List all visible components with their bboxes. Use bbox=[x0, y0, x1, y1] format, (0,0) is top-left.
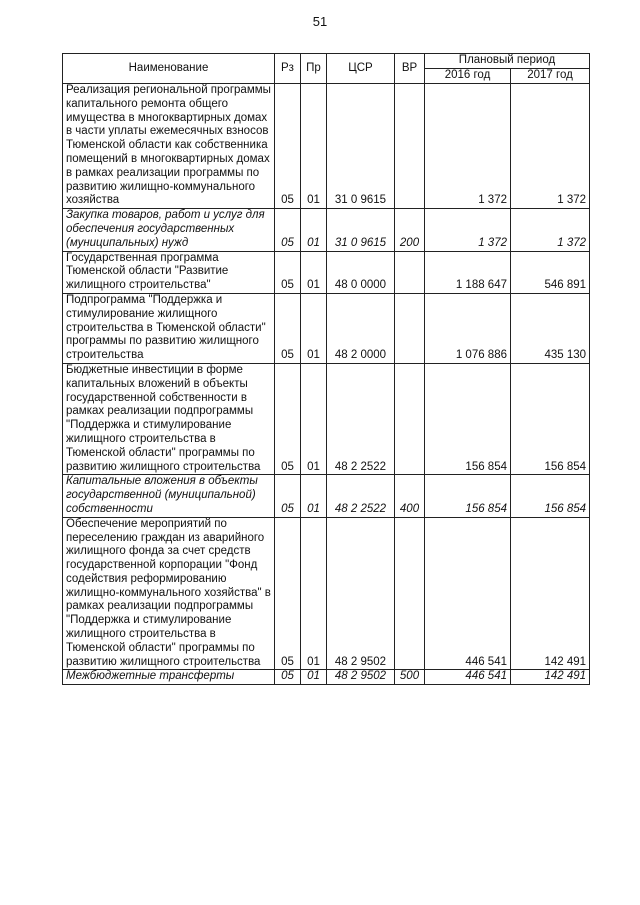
row-amount-2017: 435 130 bbox=[511, 293, 590, 363]
row-amount-2017: 1 372 bbox=[511, 84, 590, 209]
row-amount-2017: 546 891 bbox=[511, 251, 590, 293]
row-amount-2016: 156 854 bbox=[425, 475, 511, 517]
row-vr bbox=[395, 84, 425, 209]
table-row bbox=[63, 670, 590, 685]
row-amount-2016: 446 541 bbox=[425, 517, 511, 670]
header-planned-period: Плановый период bbox=[425, 54, 590, 69]
row-name: Обеспечение мероприятий по переселению граждан из аварийного жилищного фонда за счет средств государственной корпорации "Фонд содействия реформированию жилищно-коммунального хозяйства" в рамках реализации подпрограммы "Поддержка и стимулирование жилищного строительства в Тюменской области" программы по развитию жилищного строительства bbox=[63, 517, 275, 670]
row-rz: 05 bbox=[275, 251, 301, 293]
row-amount-2017: 156 854 bbox=[511, 475, 590, 517]
row-csr: 48 2 9502 bbox=[327, 670, 395, 685]
row-csr: 48 2 2522 bbox=[327, 363, 395, 474]
row-pr: 01 bbox=[301, 670, 327, 685]
row-vr: 500 bbox=[395, 670, 425, 685]
header-year-2017: 2017 год bbox=[511, 69, 590, 84]
row-csr: 31 0 9615 bbox=[327, 84, 395, 209]
row-pr: 01 bbox=[301, 293, 327, 363]
row-pr: 01 bbox=[301, 209, 327, 251]
row-rz: 05 bbox=[275, 517, 301, 670]
row-vr bbox=[395, 517, 425, 670]
row-vr: 200 bbox=[395, 209, 425, 251]
row-vr bbox=[395, 251, 425, 293]
row-name: Государственная программа Тюменской области "Развитие жилищного строительства" bbox=[63, 251, 275, 293]
row-name: Межбюджетные трансферты bbox=[63, 670, 275, 685]
row-name: Реализация региональной программы капитального ремонта общего имущества в многоквартирных домах в части уплаты ежемесячных взносов Тюменской области как собственника помещений в многоквартирных домах в рамках реализации программы по развитию жилищно-коммунального хозяйства bbox=[63, 84, 275, 209]
row-amount-2017: 156 854 bbox=[511, 363, 590, 474]
row-pr: 01 bbox=[301, 363, 327, 474]
budget-table bbox=[62, 53, 590, 685]
table-row bbox=[63, 363, 590, 474]
row-pr: 01 bbox=[301, 251, 327, 293]
row-pr: 01 bbox=[301, 84, 327, 209]
row-csr: 31 0 9615 bbox=[327, 209, 395, 251]
header-vr: ВР bbox=[395, 54, 425, 84]
table-row bbox=[63, 475, 590, 517]
header-rz: Рз bbox=[275, 54, 301, 84]
table-body bbox=[63, 84, 590, 685]
row-name: Закупка товаров, работ и услуг для обеспечения государственных (муниципальных) нужд bbox=[63, 209, 275, 251]
row-csr: 48 2 0000 bbox=[327, 293, 395, 363]
row-amount-2016: 156 854 bbox=[425, 363, 511, 474]
row-amount-2016: 1 372 bbox=[425, 84, 511, 209]
table-row bbox=[63, 209, 590, 251]
table-row bbox=[63, 251, 590, 293]
row-name: Подпрограмма "Поддержка и стимулирование жилищного строительства в Тюменской области" программы по развитию жилищного строительства bbox=[63, 293, 275, 363]
table-row bbox=[63, 517, 590, 670]
row-rz: 05 bbox=[275, 363, 301, 474]
table-row bbox=[63, 84, 590, 209]
row-csr: 48 2 2522 bbox=[327, 475, 395, 517]
header-year-2016: 2016 год bbox=[425, 69, 511, 84]
row-amount-2016: 446 541 bbox=[425, 670, 511, 685]
row-amount-2016: 1 372 bbox=[425, 209, 511, 251]
table-row bbox=[63, 293, 590, 363]
row-csr: 48 2 9502 bbox=[327, 517, 395, 670]
row-pr: 01 bbox=[301, 517, 327, 670]
row-vr bbox=[395, 293, 425, 363]
row-rz: 05 bbox=[275, 209, 301, 251]
row-pr: 01 bbox=[301, 475, 327, 517]
row-rz: 05 bbox=[275, 293, 301, 363]
row-amount-2016: 1 188 647 bbox=[425, 251, 511, 293]
row-vr bbox=[395, 363, 425, 474]
row-amount-2017: 142 491 bbox=[511, 670, 590, 685]
header-name: Наименование bbox=[63, 54, 275, 84]
row-amount-2017: 142 491 bbox=[511, 517, 590, 670]
row-amount-2016: 1 076 886 bbox=[425, 293, 511, 363]
row-rz: 05 bbox=[275, 475, 301, 517]
row-amount-2017: 1 372 bbox=[511, 209, 590, 251]
row-name: Капитальные вложения в объекты государственной (муниципальной) собственности bbox=[63, 475, 275, 517]
header-csr: ЦСР bbox=[327, 54, 395, 84]
page-number: 51 bbox=[312, 14, 328, 29]
header-pr: Пр bbox=[301, 54, 327, 84]
row-rz: 05 bbox=[275, 84, 301, 209]
row-vr: 400 bbox=[395, 475, 425, 517]
row-name: Бюджетные инвестиции в форме капитальных вложений в объекты государственной собственности в рамках реализации подпрограммы "Поддержка и стимулирование жилищного строительства в Тюменской области" программы по развитию жилищного строительства bbox=[63, 363, 275, 474]
row-rz: 05 bbox=[275, 670, 301, 685]
row-csr: 48 0 0000 bbox=[327, 251, 395, 293]
